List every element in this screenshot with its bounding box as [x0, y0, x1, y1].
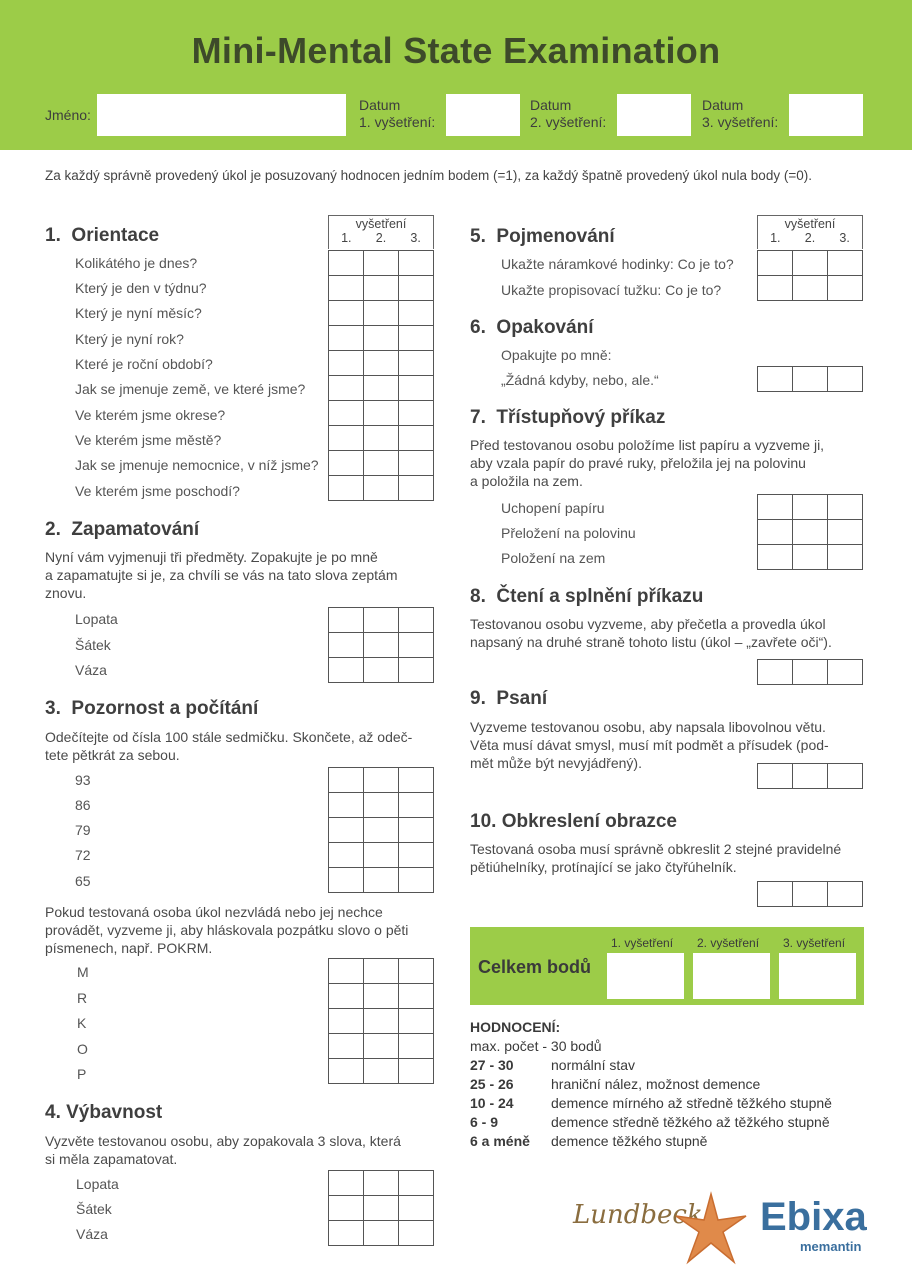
total-score-field-3[interactable]: [779, 953, 856, 999]
scoring-text: demence středně těžkého až těžkého stupně: [551, 1114, 830, 1130]
exam-header-right: vyšetření 1. 2. 3.: [757, 215, 863, 249]
s3-letter: P: [77, 1066, 87, 1082]
s1-item: Které je roční období?: [75, 356, 213, 372]
exam-header-left: vyšetření 1. 2. 3.: [328, 215, 434, 249]
s3-letter: R: [77, 990, 88, 1006]
section-4-title: 4. Výbavnost: [45, 1102, 163, 1123]
section-9-title: 9. Psaní: [470, 688, 548, 709]
s1-item: Ve kterém jsme městě?: [75, 432, 222, 448]
date2-label: Datum 2. vyšetření:: [530, 97, 607, 130]
date3-field[interactable]: [789, 94, 863, 136]
s1-item: Který je nyní rok?: [75, 331, 184, 347]
section-10-title: 10. Obkreslení obrazce: [470, 811, 677, 832]
s1-item: Jak se jmenuje země, ve které jsme?: [75, 381, 306, 397]
s3-letters-score-grid[interactable]: [328, 958, 434, 1084]
s10-description: Testovaná osoba musí správně obkreslit 2 stejné pravidelné pětiúhelníky, protínající se jako čtyřúhelník.: [470, 841, 842, 875]
total-col-1-label: 1. vyšetření: [611, 936, 674, 950]
section-3-title: 3. Pozornost a počítání: [45, 698, 259, 719]
s3-item: 93: [75, 772, 91, 788]
scoring-title: HODNOCENÍ:: [470, 1019, 561, 1035]
date1-field[interactable]: [446, 94, 520, 136]
s8-description: Testovanou osobu vyzveme, aby přečetla a provedla úkol napsaný na druhé straně tohoto listu (úkol – „zavřete oči“).: [470, 616, 832, 650]
scoring-text: demence mírného až středně těžkého stupně: [551, 1095, 832, 1111]
total-score-field-2[interactable]: [693, 953, 770, 999]
s3-item: 86: [75, 797, 91, 813]
total-col-3-label: 3. vyšetření: [783, 936, 846, 950]
s1-item: Ve kterém jsme okrese?: [75, 407, 226, 423]
ebixa-logo: Ebixa: [760, 1195, 867, 1239]
date2-field[interactable]: [617, 94, 691, 136]
scoring-range: 6 - 9: [470, 1114, 499, 1130]
scoring-range: 6 a méně: [470, 1133, 530, 1149]
total-score-label: Celkem bodů: [478, 957, 592, 977]
s3-item: 65: [75, 873, 91, 889]
scoring-text: demence těžkého stupně: [551, 1133, 708, 1149]
s7-item: Položení na zem: [501, 550, 606, 566]
starfish-icon: [672, 1190, 750, 1268]
section-5-title: 5. Pojmenování: [470, 226, 615, 247]
s1-item: Který je den v týdnu?: [75, 280, 207, 296]
name-field[interactable]: [97, 94, 346, 136]
section-2-title: 2. Zapamatování: [45, 519, 200, 540]
scoring-range: 25 - 26: [470, 1076, 514, 1092]
page-title: Mini-Mental State Examination: [191, 30, 721, 71]
s10-score-grid[interactable]: [757, 881, 863, 907]
scoring-text: hraniční nález, možnost demence: [551, 1076, 761, 1092]
s1-item: Ve kterém jsme poschodí?: [75, 483, 240, 499]
s5-item: Ukažte náramkové hodinky: Co je to?: [501, 256, 734, 272]
scoring-text: normální stav: [551, 1057, 636, 1073]
s3-letter: K: [77, 1015, 87, 1031]
section-7-title: 7. Třístupňový příkaz: [470, 407, 666, 428]
s2-item: Šátek: [75, 637, 111, 653]
section-8-title: 8. Čtení a splnění příkazu: [470, 586, 704, 607]
s3-letter: M: [77, 964, 89, 980]
s3-item: 72: [75, 847, 91, 863]
s2-item: Lopata: [75, 611, 118, 627]
s2-description: Nyní vám vyjmenuji tři předměty. Zopakujte je po mně a zapamatujte si je, za chvíli se vás na tato slova zeptám znovu.: [45, 549, 398, 601]
lundbeck-logo: Lundbeck: [573, 1200, 703, 1230]
s2-item: Váza: [75, 662, 107, 678]
s4-item: Šátek: [76, 1201, 112, 1217]
scoring-range: 27 - 30: [470, 1057, 514, 1073]
s9-score-grid[interactable]: [757, 763, 863, 789]
s1-item: Jak se jmenuje nemocnice, v níž jsme?: [75, 457, 319, 473]
s6-item: „Žádná kdyby, nebo, ale.“: [501, 372, 659, 388]
memantin-label: memantin: [800, 1239, 862, 1254]
s3-score-grid[interactable]: [328, 767, 434, 893]
intro-text: Za každý správně provedený úkol je posuzovaný hodnocen jedním bodem (=1), za každý špatně provedený úkol nula body (=0).: [45, 168, 812, 183]
s7-item: Přeložení na polovinu: [501, 525, 636, 541]
s3-letter: O: [77, 1041, 88, 1057]
s1-item: Který je nyní měsíc?: [75, 305, 202, 321]
s4-score-grid[interactable]: [328, 1170, 434, 1246]
s4-item: Lopata: [76, 1176, 119, 1192]
scoring-range: 10 - 24: [470, 1095, 514, 1111]
s7-item: Uchopení papíru: [501, 500, 605, 516]
s3-item: 79: [75, 822, 91, 838]
section-6-title: 6. Opakování: [470, 317, 594, 338]
total-col-2-label: 2. vyšetření: [697, 936, 760, 950]
s6-score-grid[interactable]: [757, 366, 863, 392]
s7-description: Před testovanou osobu položíme list papíru a vyzveme ji, aby vzala papír do pravé ruky, přeložila jej na polovinu a položila na zem.: [470, 437, 825, 489]
s1-score-grid[interactable]: [328, 250, 434, 501]
s5-item: Ukažte propisovací tužku: Co je to?: [501, 282, 722, 298]
s3-alt-description: Pokud testovaná osoba úkol nezvládá nebo jej nechce provádět, vyzveme ji, aby hláskovala pozpátku slovo o pěti písmenech, např. POKRM.: [45, 904, 409, 956]
s5-score-grid[interactable]: [757, 250, 863, 301]
s2-score-grid[interactable]: [328, 607, 434, 683]
s1-item: Kolikátého je dnes?: [75, 255, 198, 271]
s4-description: Vyzvěte testovanou osobu, aby zopakovala 3 slova, která si měla zapamatovat.: [45, 1133, 401, 1167]
s3-description: Odečítejte od čísla 100 stále sedmičku. Skončete, až odeč- tete pětkrát za sebou.: [45, 729, 413, 763]
s7-score-grid[interactable]: [757, 494, 863, 570]
date1-label: Datum 1. vyšetření:: [359, 97, 436, 130]
section-1-title: 1. Orientace: [45, 225, 160, 246]
s6-item: Opakujte po mně:: [501, 347, 612, 363]
s8-score-grid[interactable]: [757, 659, 863, 685]
name-label: Jméno:: [45, 107, 91, 123]
s4-item: Váza: [76, 1226, 108, 1242]
s9-description: Vyzveme testovanou osobu, aby napsala libovolnou větu. Věta musí dávat smysl, musí mít podmět a přísudek (pod- mět může být nevyjádřený).: [470, 719, 829, 771]
date3-label: Datum 3. vyšetření:: [702, 97, 779, 130]
scoring-max: max. počet - 30 bodů: [470, 1038, 602, 1054]
total-score-field-1[interactable]: [607, 953, 684, 999]
